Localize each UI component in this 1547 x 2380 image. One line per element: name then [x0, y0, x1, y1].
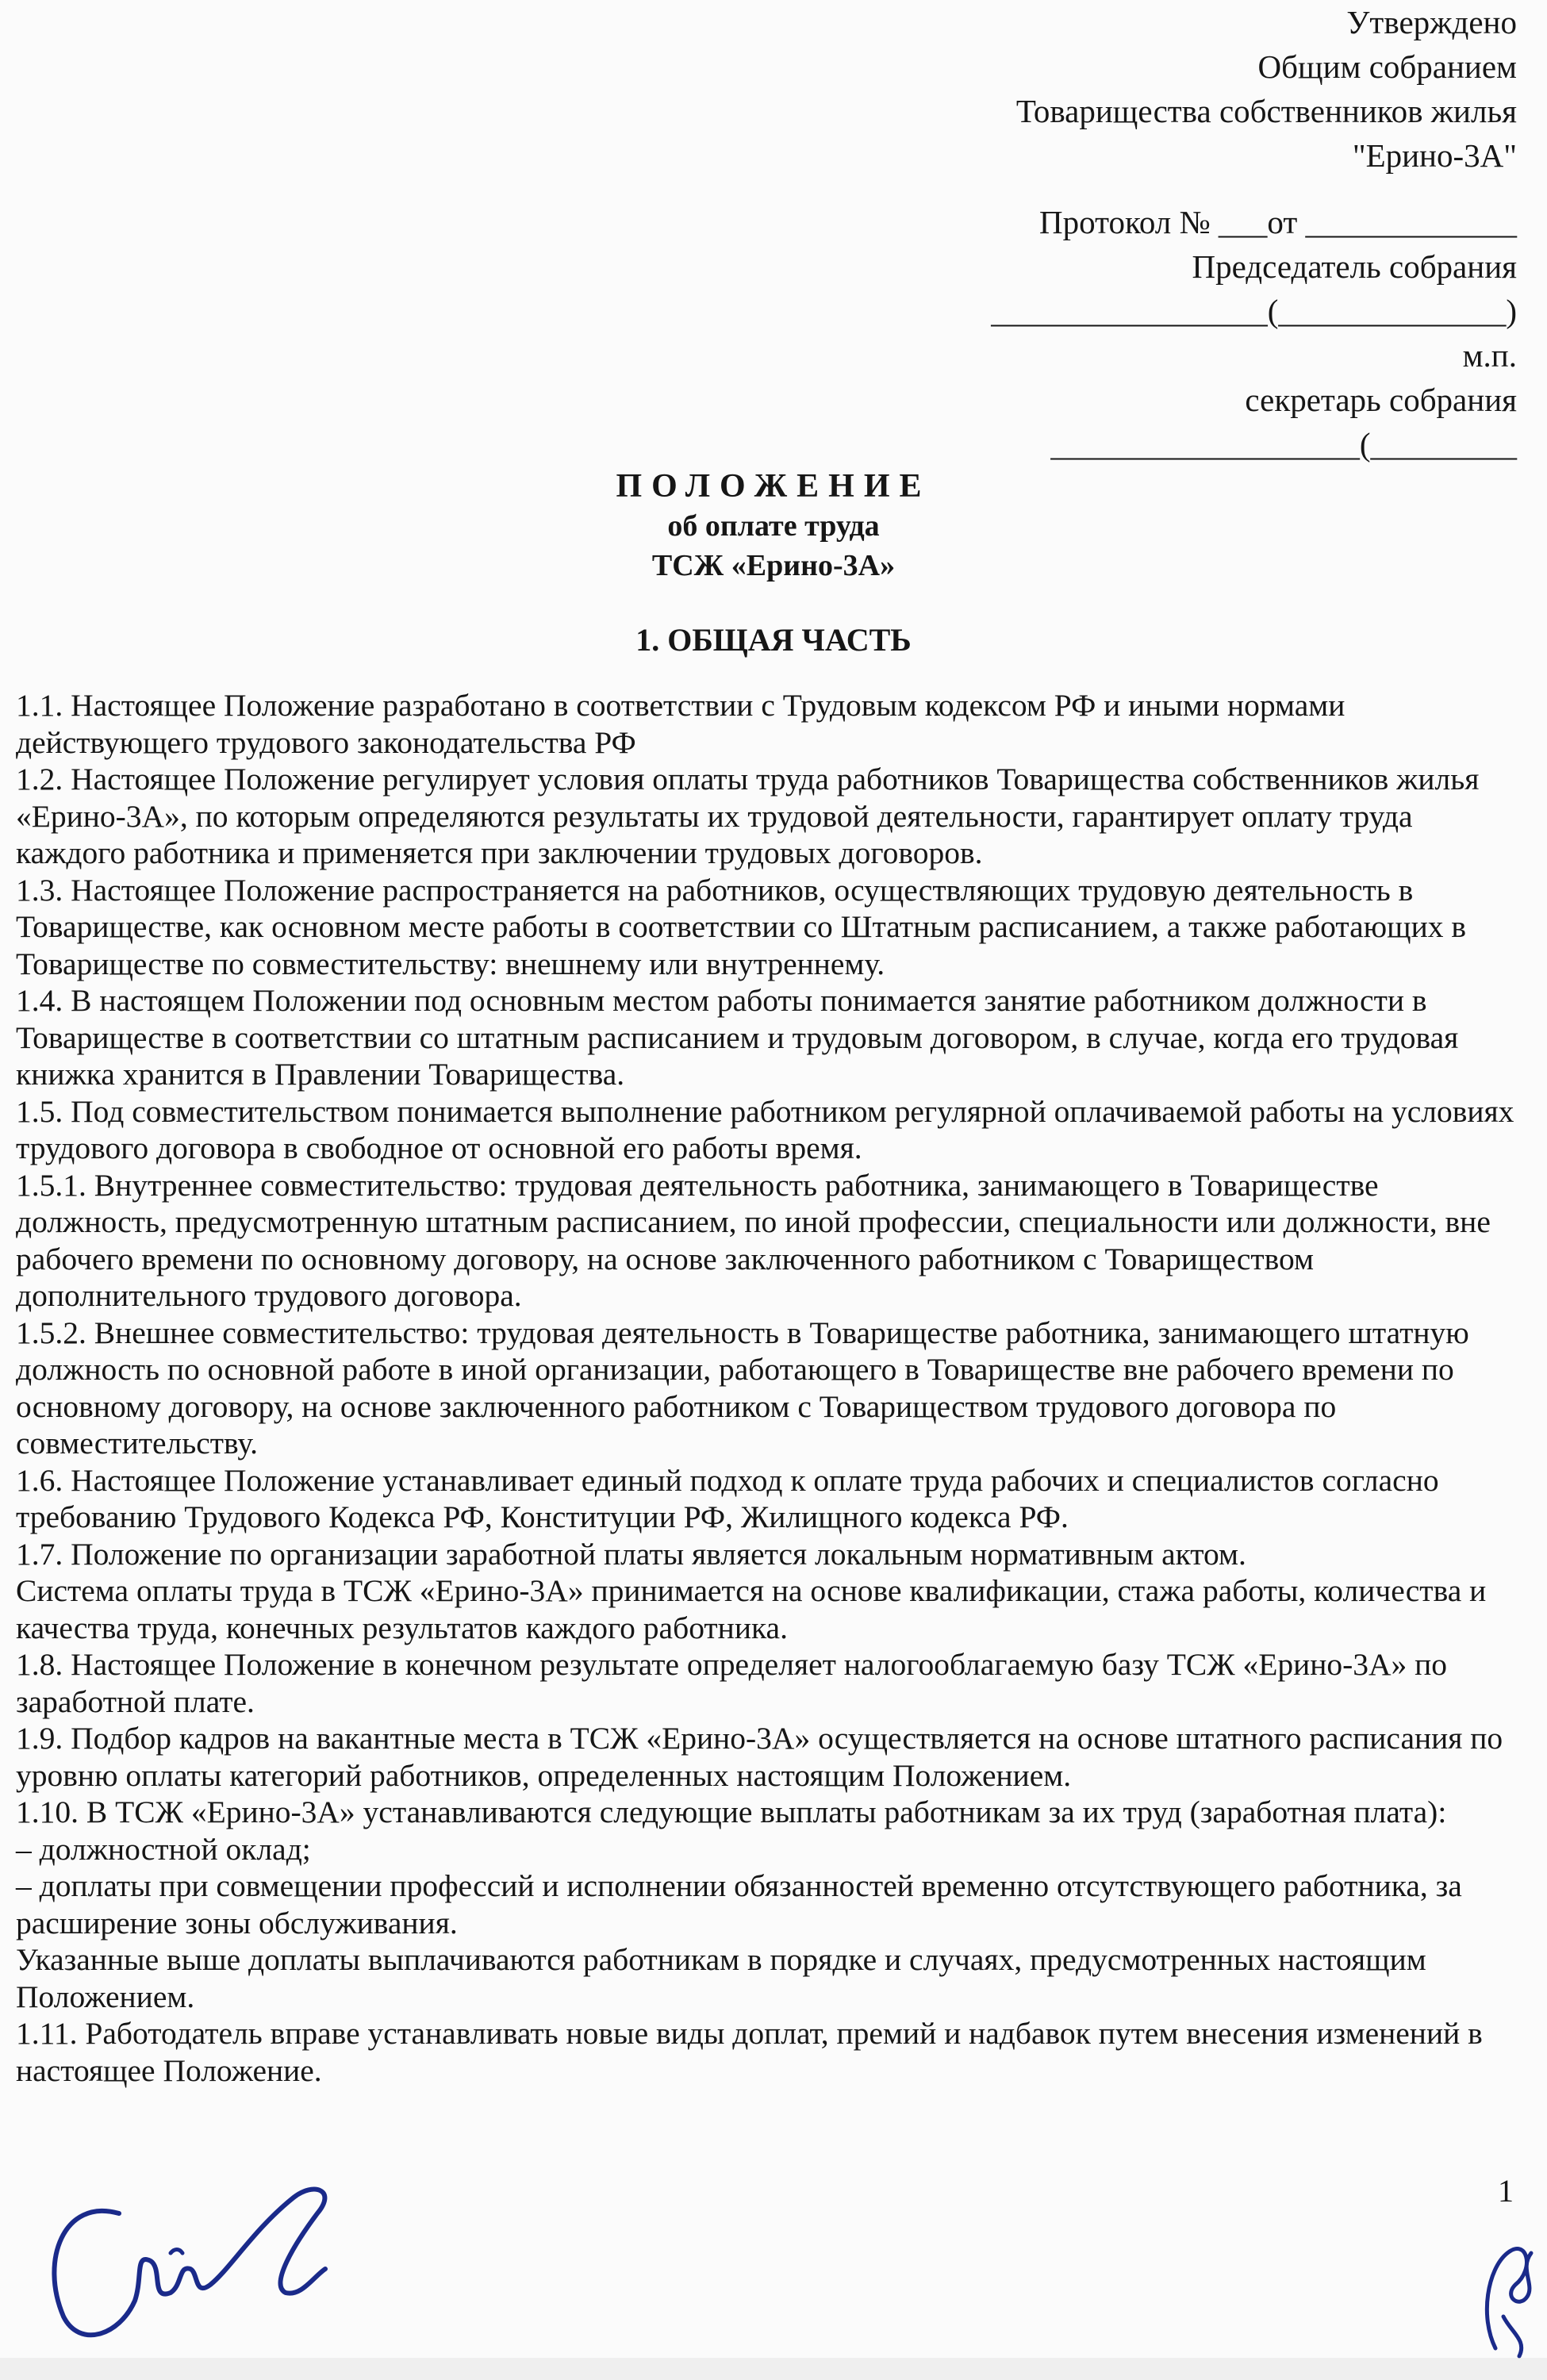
title-organization: ТСЖ «Ерино-3А» [651, 549, 896, 582]
document-title [0, 466, 1547, 585]
paragraph: 1.6. Настоящее Положение устанавливает единый подход к оплате труда рабочих и специалистов согласно требованию Трудового Кодекса РФ, Конституции РФ, Жилищного кодекса РФ. [16, 1462, 1439, 1534]
handwritten-signature [32, 2166, 349, 2356]
list-item: – должностной оклад; [16, 1831, 311, 1867]
handwritten-initials [1472, 2221, 1543, 2364]
scan-edge [0, 2358, 1547, 2380]
paragraph: 1.2. Настоящее Положение регулирует условия оплаты труда работников Товарищества собственников жилья «Ерино-3А», по которым определяются результаты их трудовой деятельности, гарантирует оплату труда каждого работника и применяется при заключении трудовых договоров. [16, 762, 1480, 870]
secretary-label: секретарь собрания [1245, 382, 1517, 418]
section-body [16, 687, 1520, 2089]
paragraph: 1.10. В ТСЖ «Ерино-3А» устанавливаются следующие выплаты работникам за их труд (заработная плата): [16, 1795, 1447, 1829]
paragraph: 1.7. Положение по организации заработной платы является локальным нормативным актом. [16, 1536, 1246, 1572]
protocol-line: Протокол № ___от _____________ [1039, 204, 1517, 240]
title-heading: ПОЛОЖЕНИЕ [616, 468, 931, 505]
approval-line-3: Товарищества собственников жилья [1015, 93, 1517, 129]
paragraph: 1.5.1. Внутреннее совместительство: трудовая деятельность работника, занимающего в Товариществе должность, предусмотренную штатным расписанием, по иной профессии, специальности или должности, вне рабочего времени по основному договору, на основе заключенного работником с Товариществом дополнительного трудового договора. [16, 1167, 1491, 1313]
chairman-label: Председатель собрания [1192, 248, 1517, 285]
secretary-signature-line: ___________________(_________ [1050, 426, 1517, 463]
approval-block [991, 0, 1517, 466]
page-number: 1 [1498, 2173, 1514, 2209]
paragraph: Указанные выше доплаты выплачиваются работникам в порядке и случаях, предусмотренных настоящим Положением. [16, 1942, 1426, 2014]
approval-line-1: Утверждено [1346, 4, 1517, 40]
chairman-signature-line: _________________(______________) [991, 293, 1517, 329]
paragraph: 1.8. Настоящее Положение в конечном результате определяет налогооблагаемую базу ТСЖ «Ерино-3А» по заработной плате. [16, 1647, 1448, 1719]
paragraph: 1.5. Под совместительством понимается выполнение работником регулярной оплачиваемой работы на условиях трудового договора в свободное от основной его работы время. [16, 1093, 1514, 1165]
paragraph: 1.9. Подбор кадров на вакантные места в ТСЖ «Ерино-3А» осуществляется на основе штатного расписания по уровню оплаты категорий работников, определенных настоящим Положением. [16, 1721, 1503, 1793]
list-item: – доплаты при совмещении профессий и исполнении обязанностей временно отсутствующего работника, за расширение зоны обслуживания. [16, 1868, 1462, 1940]
paragraph: Система оплаты труда в ТСЖ «Ерино-3А» принимается на основе квалификации, стажа работы, количества и качества труда, конечных результатов каждого работника. [16, 1573, 1487, 1645]
paragraph: 1.1. Настоящее Положение разработано в соответствии с Трудовым кодексом РФ и иными нормами действующего трудового законодательства РФ [16, 688, 1345, 760]
stamp-label: м.п. [1462, 337, 1517, 374]
approval-line-2: Общим собранием [1257, 48, 1517, 85]
title-subtitle: об оплате труда [667, 509, 880, 543]
approval-line-4: "Ерино-3А" [1352, 137, 1517, 174]
paragraph: 1.4. В настоящем Положении под основным местом работы понимается занятие работником должности в Товариществе в соответствии со штатным расписанием и трудовым договором, в случае, когда его трудовая книжка хранится в Правлении Товарищества. [16, 983, 1459, 1092]
paragraph: 1.11. Работодатель вправе устанавливать новые виды доплат, премий и надбавок путем внесения изменений в настоящее Положение. [16, 2016, 1483, 2088]
paragraph: 1.3. Настоящее Положение распространяется на работников, осуществляющих трудовую деятельность в Товариществе, как основном месте работы в соответствии со Штатным расписанием, а также работающих в Товариществе по совместительству: внешнему или внутреннему. [16, 872, 1467, 981]
paragraph: 1.5.2. Внешнее совместительство: трудовая деятельность в Товариществе работника, занимающего штатную должность по основной работе в иной организации, работающего в Товариществе вне рабочего времени по основному договору, на основе заключенного работником с Товариществом трудового договора по совместительству. [16, 1315, 1469, 1461]
section-heading: 1. ОБЩАЯ ЧАСТЬ [635, 622, 912, 658]
